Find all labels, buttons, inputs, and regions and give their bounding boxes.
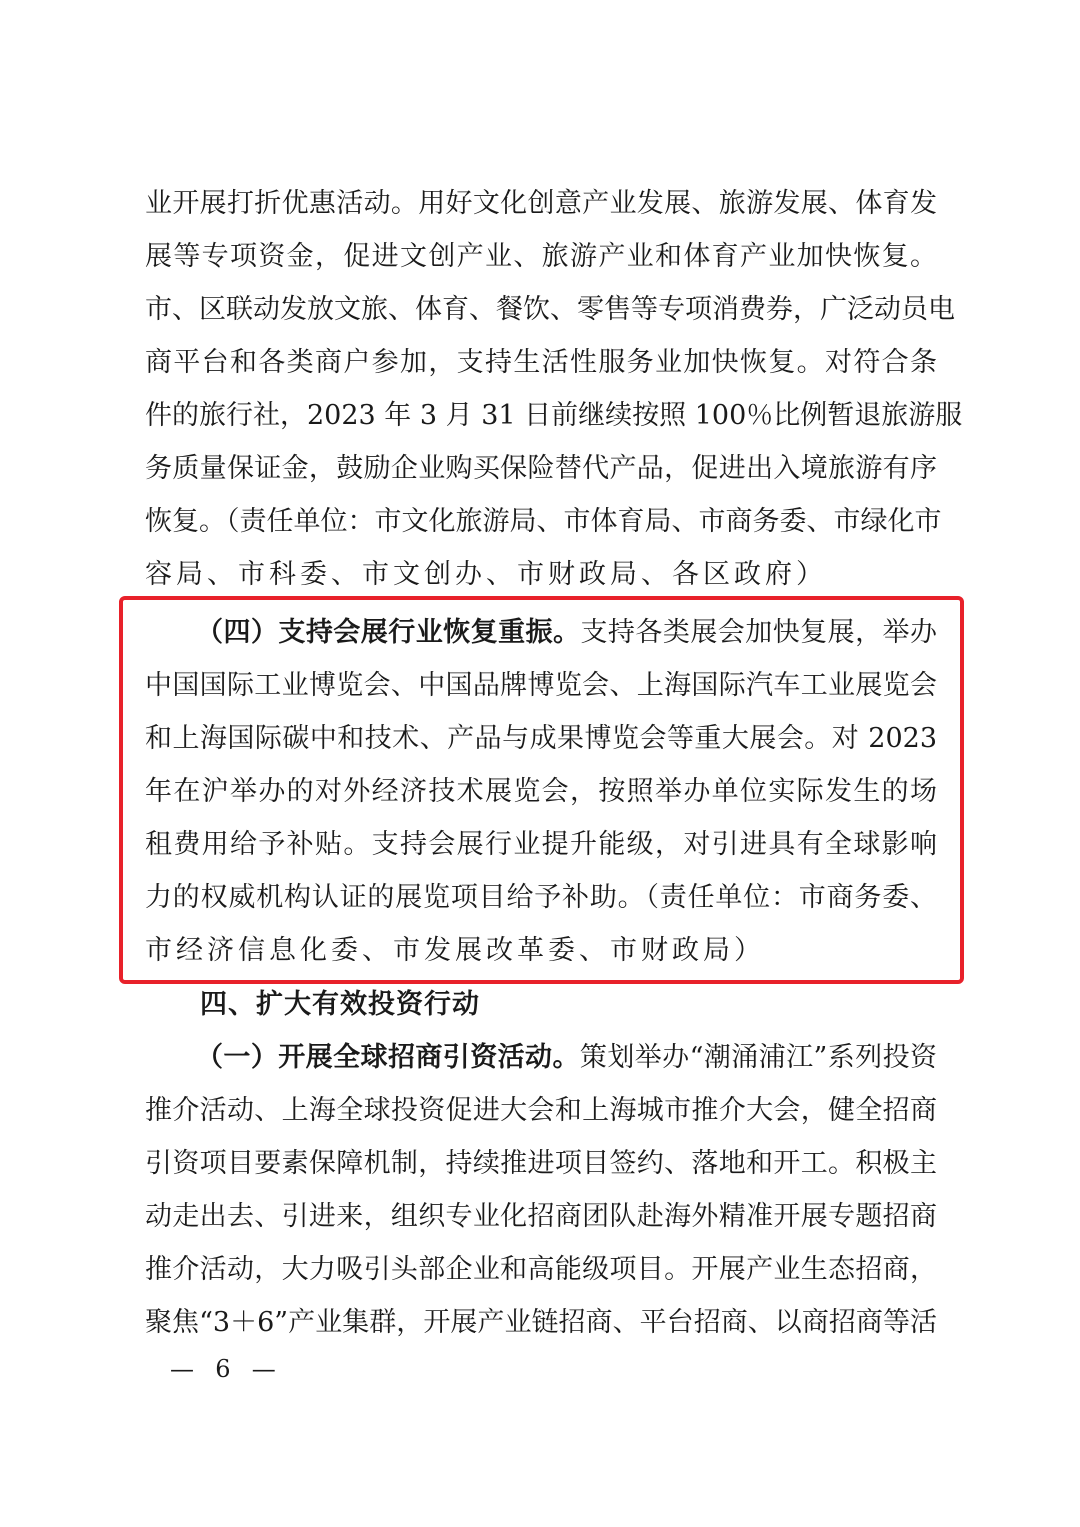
- paragraph-3-line-4: 动走出去、引进来，组织专业化招商团队赴海外精准开展专题招商: [145, 1201, 937, 1232]
- paragraph-3-line-3: 引资项目要素保障机制，持续推进项目签约、落地和开工。积极主: [145, 1148, 937, 1179]
- highlighted-section-line-4: 年在沪举办的对外经济技术展览会，按照举办单位实际发生的场: [145, 776, 937, 807]
- paragraph-1-line-6: 务质量保证金，鼓励企业购买保险替代产品，促进出入境旅游有序: [145, 453, 937, 484]
- paragraph-3-title: （一）开展全球招商引资活动。: [196, 1042, 580, 1073]
- paragraph-1-line-1: 业开展打折优惠活动。用好文化创意产业发展、旅游发展、体育发: [145, 188, 937, 219]
- paragraph-1-line-3: 市、区联动发放文旅、体育、餐饮、零售等专项消费券，广泛动员电: [145, 294, 955, 325]
- paragraph-1-line-5: 件的旅行社，2023 年 3 月 31 日前继续按照 100％比例暂退旅游服: [145, 400, 963, 431]
- paragraph-3-first-line-rest: 策划举办“潮涌浦江”系列投资: [579, 1042, 937, 1073]
- paragraph-1-line-4: 商平台和各类商户参加，支持生活性服务业加快恢复。对符合条: [145, 347, 937, 378]
- highlighted-section-line-1: [196, 613, 937, 653]
- highlighted-section-first-line-rest: 支持各类展会加快复展，举办: [580, 617, 938, 648]
- page-number: — 6 —: [170, 1355, 278, 1383]
- highlighted-section-line-2: 中国国际工业博览会、中国品牌博览会、上海国际汽车工业展览会: [145, 670, 937, 701]
- paragraph-1-line-2: 展等专项资金，促进文创产业、旅游产业和体育产业加快恢复。: [145, 241, 937, 272]
- paragraph-3-line-6: 聚焦“3＋6”产业集群，开展产业链招商、平台招商、以商招商等活: [145, 1307, 937, 1338]
- highlighted-section-line-3: 和上海国际碳中和技术、产品与成果博览会等重大展会。对 2023: [145, 723, 937, 754]
- paragraph-3-line-5: 推介活动，大力吸引头部企业和高能级项目。开展产业生态招商，: [145, 1254, 937, 1285]
- highlighted-section-title: （四）支持会展行业恢复重振。: [196, 617, 581, 648]
- highlighted-section-line-6: 力的权威机构认证的展览项目给予补助。（责任单位：市商务委、: [145, 882, 937, 913]
- paragraph-1-line-8: 容局、市科委、市文创办、市财政局、各区政府）: [145, 559, 827, 590]
- paragraph-3-line-1: [196, 1038, 937, 1078]
- paragraph-1-line-7: 恢复。（责任单位：市文化旅游局、市体育局、市商务委、市绿化市: [145, 506, 942, 537]
- section-heading: 四、扩大有效投资行动: [200, 989, 480, 1020]
- highlighted-section-line-5: 租费用给予补贴。支持会展行业提升能级，对引进具有全球影响: [145, 829, 937, 860]
- highlighted-section-line-7: 市经济信息化委、市发展改革委、市财政局）: [145, 935, 765, 966]
- paragraph-3-line-2: 推介活动、上海全球投资促进大会和上海城市推介大会，健全招商: [145, 1095, 937, 1126]
